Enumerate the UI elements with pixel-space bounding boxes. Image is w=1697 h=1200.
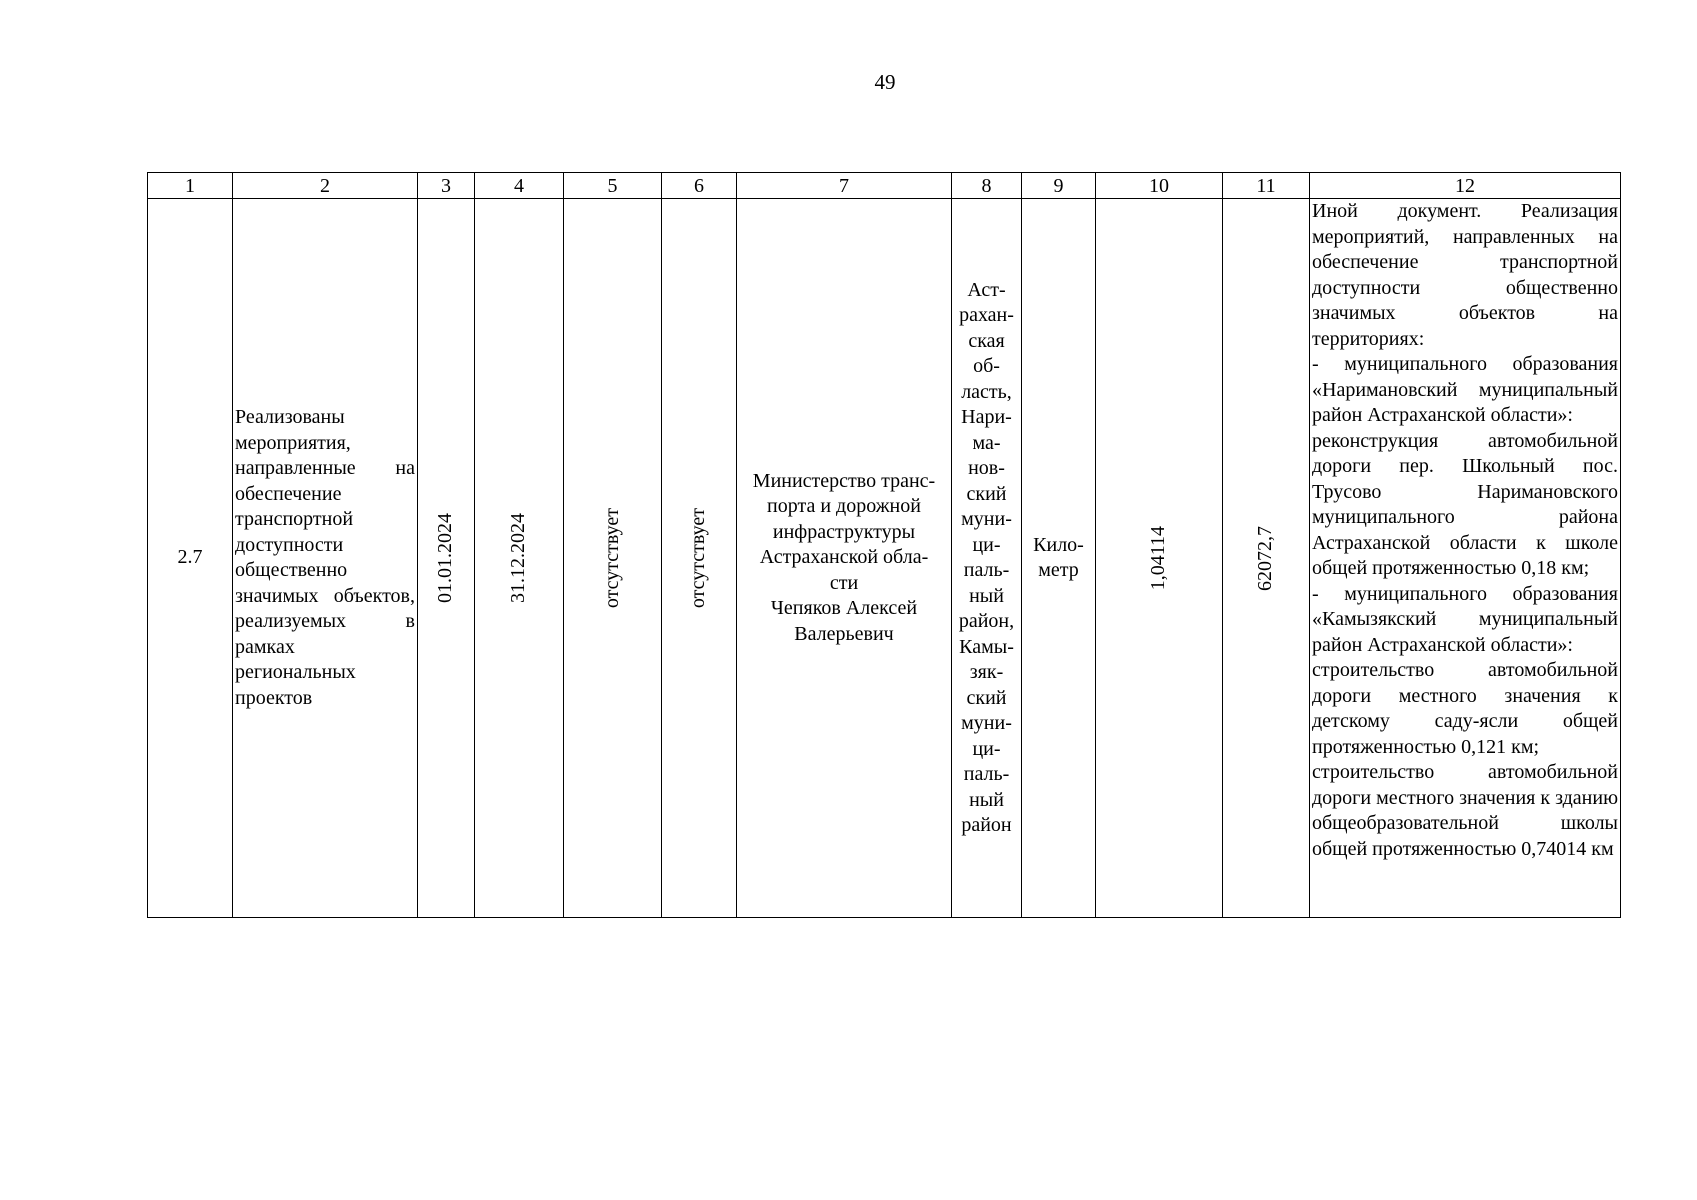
table-row xyxy=(148,199,1621,918)
column-header: 3 xyxy=(418,173,475,199)
territory-line: ский xyxy=(966,482,1007,505)
territory-line: ный xyxy=(969,788,1004,811)
col6-value: отсутствует xyxy=(687,507,710,609)
description-paragraph: строительство автомобильной дороги местного значения к зданию общеобразовательной школы общей протяженностью 0,74014 км xyxy=(1312,761,1619,860)
territory-line: ская xyxy=(968,329,1005,352)
column-header: 12 xyxy=(1310,173,1621,199)
territory-line: об- xyxy=(973,355,1000,377)
start-date-cell xyxy=(418,199,475,918)
end-date-cell xyxy=(475,199,564,918)
territory-line: ци- xyxy=(972,737,1001,760)
description-paragraph: реконструкция автомобильной дороги пер. Школьный пос. Трусово Наримановского муниципального района Астраханской области к школе общей протяженностью 0,18 км; xyxy=(1312,429,1618,579)
territory-line: рахан- xyxy=(959,304,1014,326)
col5-cell xyxy=(564,199,662,918)
measure-name: Реализованы мероприятия, направленные на обеспечение транспортной доступности общественно значимых объектов, реализуемых в рамках региональных проектов xyxy=(233,199,418,918)
unit-of-measure xyxy=(1022,199,1096,918)
responsible-line: инфраструктуры xyxy=(772,520,916,543)
column-header: 5 xyxy=(564,173,662,199)
description-paragraph: - муниципального образования «Камызякский муниципальный район Астраханской области»: xyxy=(1312,582,1618,656)
responsible-line: Астраханской обла- xyxy=(759,546,929,569)
unit-line: Кило- xyxy=(1033,533,1084,556)
territory-line: район, xyxy=(958,610,1015,632)
territory-line: Аст- xyxy=(967,278,1006,301)
territory-line: паль- xyxy=(963,763,1010,785)
column-header: 4 xyxy=(475,173,564,199)
territory xyxy=(952,199,1022,918)
responsible-line: Валерьевич xyxy=(794,622,894,645)
end-date: 31.12.2024 xyxy=(507,513,530,603)
header-row xyxy=(148,173,1621,199)
description-paragraph: строительство автомобильной дороги местного значения к детскому саду-ясли общей протяженностью 0,121 км; xyxy=(1312,659,1618,758)
territory-line: ный xyxy=(969,584,1004,607)
territory-line: муни- xyxy=(961,712,1012,734)
territory-line: ци- xyxy=(972,533,1001,556)
result-description xyxy=(1310,199,1621,918)
territory-line: Нари- xyxy=(961,406,1012,428)
indicator-value: 1,04114 xyxy=(1147,525,1170,591)
responsible-line: Чепяков Алексей xyxy=(770,597,918,620)
measures-table xyxy=(147,172,1621,918)
start-date: 01.01.2024 xyxy=(434,513,457,603)
amount-cell xyxy=(1223,199,1310,918)
column-header: 6 xyxy=(662,173,737,199)
page-number: 49 xyxy=(874,70,896,94)
value-cell xyxy=(1096,199,1223,918)
responsible-line: сти xyxy=(829,571,859,594)
territory-line: Камы- xyxy=(959,635,1014,658)
territory-line: ма- xyxy=(972,431,1001,454)
financing-amount: 62072,7 xyxy=(1254,525,1277,591)
unit-line: метр xyxy=(1038,559,1079,581)
column-header: 10 xyxy=(1096,173,1223,199)
territory-line: муни- xyxy=(961,508,1012,530)
responsible-line: Министерство транс- xyxy=(752,469,936,492)
column-header: 9 xyxy=(1022,173,1096,199)
territory-line: ский xyxy=(966,686,1007,709)
col5-value: отсутствует xyxy=(600,507,623,609)
column-header: 1 xyxy=(148,173,233,199)
responsible-person xyxy=(737,199,952,918)
column-header: 8 xyxy=(952,173,1022,199)
responsible-line: порта и дорожной xyxy=(767,495,921,518)
row-number: 2.7 xyxy=(148,199,233,918)
territory-line: паль- xyxy=(963,559,1010,581)
description-paragraph: - муниципального образования «Наримановский муниципальный район Астраханской области»: xyxy=(1312,353,1618,426)
column-header: 2 xyxy=(233,173,418,199)
description-paragraph: Иной документ. Реализация мероприятий, направленных на обеспечение транспортной доступности общественно значимых объектов на территориях: xyxy=(1312,200,1618,350)
territory-line: зяк- xyxy=(969,661,1004,683)
col6-cell xyxy=(662,199,737,918)
territory-line: ласть, xyxy=(961,380,1012,403)
territory-line: нов- xyxy=(968,457,1005,479)
column-header: 7 xyxy=(737,173,952,199)
column-header: 11 xyxy=(1223,173,1310,199)
territory-line: район xyxy=(961,814,1012,836)
